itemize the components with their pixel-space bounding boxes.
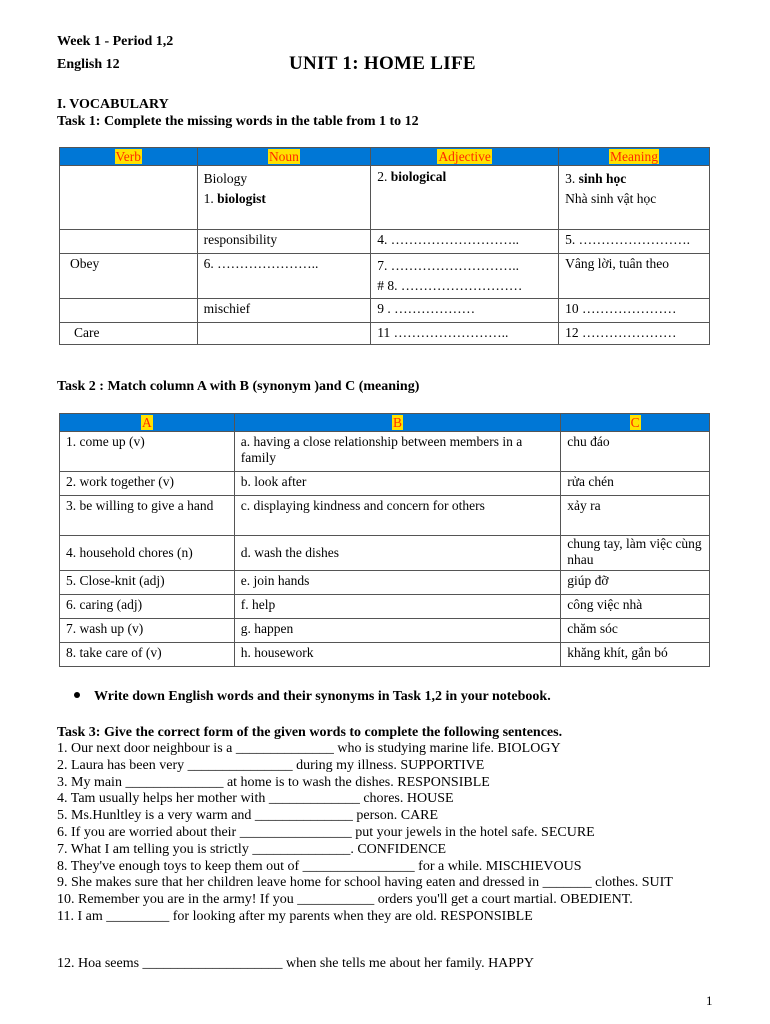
unit-title: UNIT 1: HOME LIFE — [289, 53, 476, 74]
sentence: 4. Tam usually helps her mother with _____________ chores. HOUSE — [57, 791, 454, 807]
noun-cell: mischief — [197, 299, 371, 323]
table-row — [60, 254, 710, 299]
task1-title: Task 1: Complete the missing words in the table from 1 to 12 — [57, 114, 419, 129]
week-period: Week 1 - Period 1,2 — [57, 34, 174, 49]
column-a-cell: 7. wash up (v) — [60, 619, 235, 643]
column-c-cell: giúp đỡ — [561, 571, 710, 595]
adjective-cell: 2. biological — [371, 166, 559, 230]
notebook-instruction — [74, 689, 551, 705]
task3-sentences — [57, 741, 717, 926]
header-meaning: Meaning — [559, 148, 710, 166]
bullet-icon — [74, 692, 80, 698]
sentence: 9. She makes sure that her children leave home for school having eaten and dressed in _______ clothes. SUIT — [57, 875, 673, 891]
column-c-cell: xảy ra — [561, 496, 710, 536]
column-b-cell: g. happen — [234, 619, 560, 643]
column-c-cell: rửa chén — [561, 472, 710, 496]
task3-title: Task 3: Give the correct form of the given words to complete the following sentences. — [57, 725, 563, 740]
column-b-cell: h. housework — [234, 643, 560, 667]
column-b-cell: f. help — [234, 595, 560, 619]
table-row — [60, 643, 710, 667]
task2-table — [59, 413, 710, 667]
noun-text: Biology — [203, 171, 248, 186]
column-c-cell: chung tay, làm việc cùng nhau — [561, 536, 710, 571]
table-row — [60, 323, 710, 345]
column-c-cell: khăng khít, gắn bó — [561, 643, 710, 667]
meaning-cell: 5. ……………………. — [559, 230, 710, 254]
noun-cell: 6. ………………….. — [197, 254, 371, 299]
section-title: I. VOCABULARY — [57, 97, 169, 112]
table-row — [60, 571, 710, 595]
header-a: A — [60, 414, 235, 432]
meaning-cell: 10 ………………… — [559, 299, 710, 323]
column-b-cell: b. look after — [234, 472, 560, 496]
column-c-cell: chăm sóc — [561, 619, 710, 643]
verb-cell: Care — [60, 323, 198, 345]
noun-cell — [197, 166, 371, 230]
task1-table — [59, 147, 710, 345]
column-b-cell: d. wash the dishes — [234, 536, 560, 571]
sentence: 3. My main ______________ at home is to wash the dishes. RESPONSIBLE — [57, 774, 490, 790]
adjective-cell — [371, 254, 559, 299]
header-noun: Noun — [197, 148, 371, 166]
table-row — [60, 536, 710, 571]
meaning-answer: 3. sinh học — [565, 171, 627, 186]
table-row — [60, 595, 710, 619]
instruction-text: Write down English words and their synonyms in Task 1,2 in your notebook. — [94, 689, 551, 704]
column-c-cell: công việc nhà — [561, 595, 710, 619]
sentence: 7. What I am telling you is strictly ______________. CONFIDENCE — [57, 841, 446, 857]
column-a-cell: 1. come up (v) — [60, 432, 235, 472]
column-a-cell: 8. take care of (v) — [60, 643, 235, 667]
verb-cell: Obey — [60, 254, 198, 299]
meaning-cell — [559, 166, 710, 230]
sentence: 2. Laura has been very _______________ during my illness. SUPPORTIVE — [57, 757, 485, 773]
table-row — [60, 472, 710, 496]
adjective-blank: 7. ……………………….. — [377, 258, 520, 273]
adjective-cell: 11 …………………….. — [371, 323, 559, 345]
course-name: English 12 — [57, 57, 120, 72]
noun-cell: responsibility — [197, 230, 371, 254]
sentence: 10. Remember you are in the army! If you ___________ orders you'll get a court martial. OBEDIENT. — [57, 892, 633, 908]
task2-header-row — [60, 414, 710, 432]
sentence: 11. I am _________ for looking after my parents when they are old. RESPONSIBLE — [57, 908, 533, 924]
header-c: C — [561, 414, 710, 432]
sentence: 6. If you are worried about their ________________ put your jewels in the hotel safe. SECURE — [57, 824, 595, 840]
table-row — [60, 432, 710, 472]
sentence: 1. Our next door neighbour is a ______________ who is studying marine life. BIOLOGY — [57, 741, 561, 756]
verb-cell — [60, 230, 198, 254]
column-a-cell: 5. Close-knit (adj) — [60, 571, 235, 595]
table-row — [60, 230, 710, 254]
meaning-cell: Vâng lời, tuân theo — [559, 254, 710, 299]
column-c-cell: chu đáo — [561, 432, 710, 472]
table-row — [60, 496, 710, 536]
header-adjective: Adjective — [371, 148, 559, 166]
verb-cell — [60, 299, 198, 323]
noun-cell — [197, 323, 371, 345]
table-row — [60, 619, 710, 643]
adjective-cell: 4. ……………………….. — [371, 230, 559, 254]
meaning-text: Nhà sinh vật học — [565, 191, 657, 206]
sentence: 5. Ms.Hunltley is a very warm and ______________ person. CARE — [57, 808, 439, 824]
column-a-cell: 3. be willing to give a hand — [60, 496, 235, 536]
column-a-cell: 2. work together (v) — [60, 472, 235, 496]
task2-title: Task 2 : Match column A with B (synonym )and C (meaning) — [57, 379, 420, 394]
header-verb: Verb — [60, 148, 198, 166]
table-row — [60, 166, 710, 230]
sentence: 12. Hoa seems ____________________ when she tells me about her family. HAPPY — [57, 956, 534, 971]
table-row — [60, 299, 710, 323]
column-b-cell: a. having a close relationship between members in a family — [234, 432, 560, 472]
column-a-cell: 4. household chores (n) — [60, 536, 235, 571]
column-b-cell: c. displaying kindness and concern for others — [234, 496, 560, 536]
column-a-cell: 6. caring (adj) — [60, 595, 235, 619]
sentence: 8. They've enough toys to keep them out of ________________ for a while. MISCHIEVOUS — [57, 858, 582, 874]
adjective-cell: 9 . ……………… — [371, 299, 559, 323]
column-b-cell: e. join hands — [234, 571, 560, 595]
adjective-opposite-blank: # 8. ……………………… — [377, 278, 523, 293]
noun-answer: 1. biologist — [203, 191, 266, 206]
verb-cell — [60, 166, 198, 230]
page-number: 1 — [706, 993, 713, 1008]
task1-header-row — [60, 148, 710, 166]
header-b: B — [234, 414, 560, 432]
meaning-cell: 12 ………………… — [559, 323, 710, 345]
